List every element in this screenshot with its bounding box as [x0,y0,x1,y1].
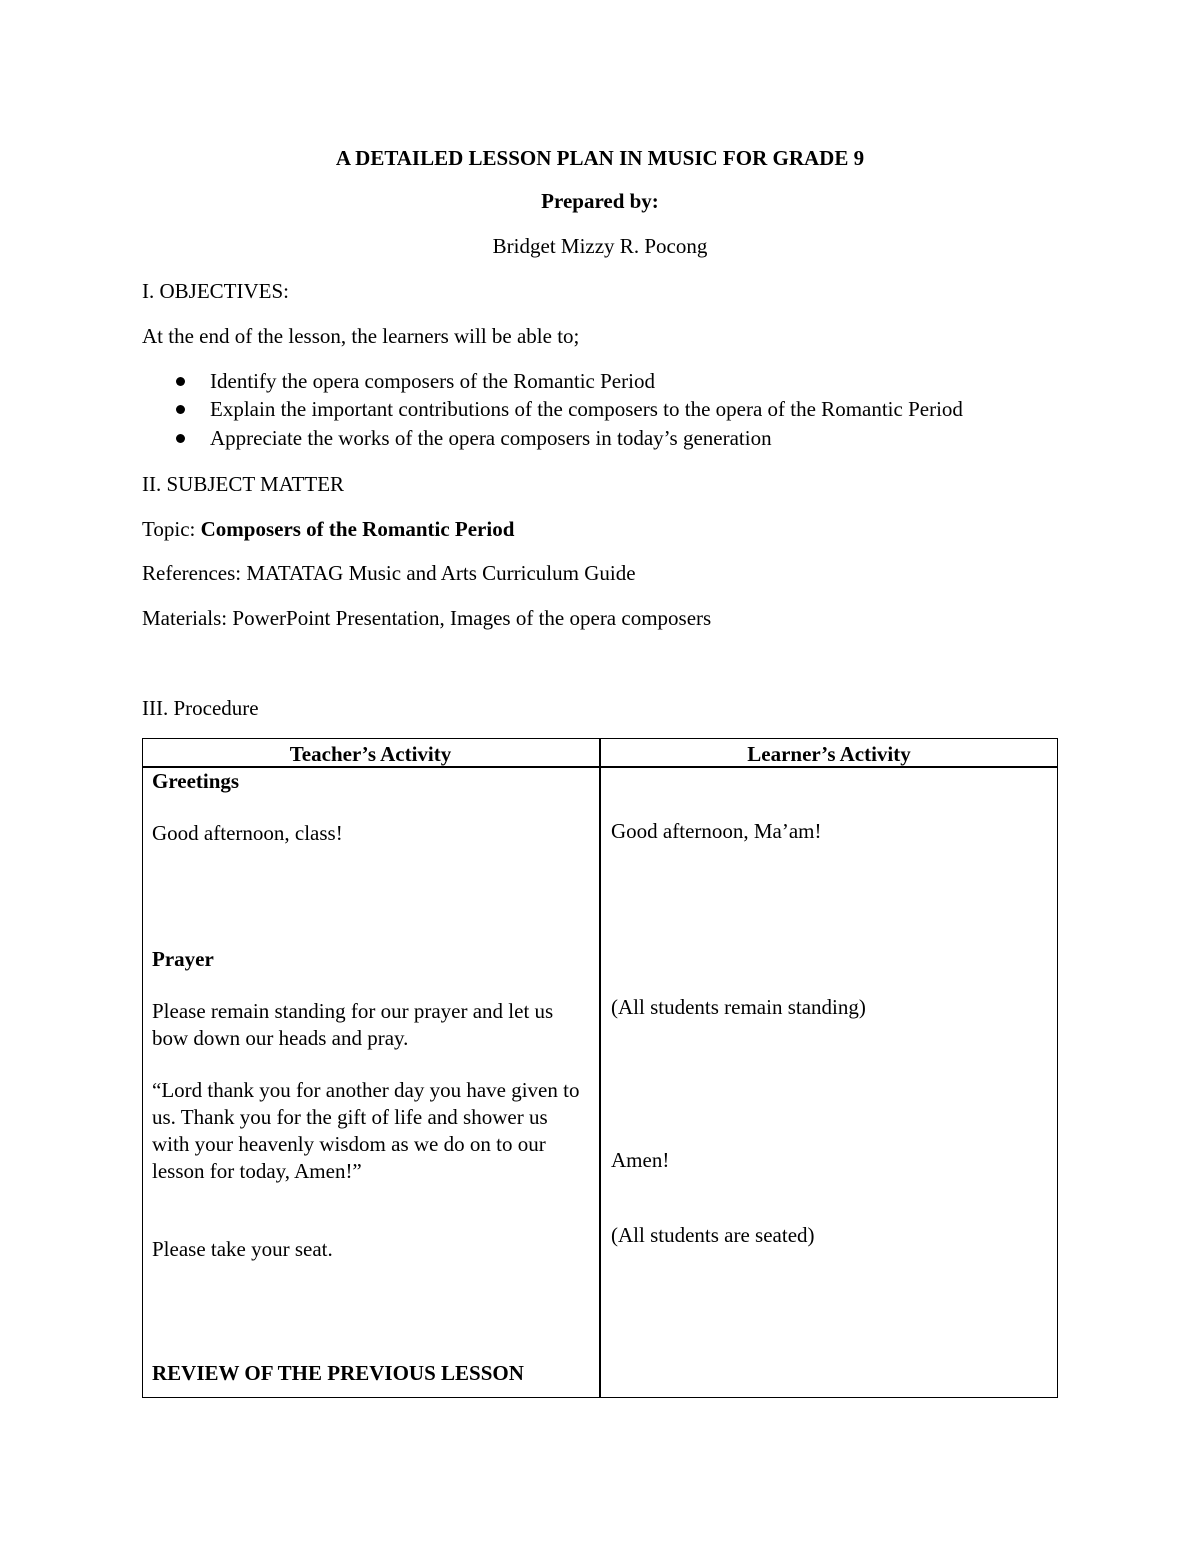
prayer-text: “Lord thank you for another day you have given to us. Thank you for the gift of life and shower us with your heavenly wisdom as we do on to our lesson for today, Amen!” [152,1078,580,1183]
objective-item: Explain the important contributions of the composers to the opera of the Romantic Period [210,397,963,421]
topic-label: Topic: [142,517,201,541]
prepared-by-label: Prepared by: [541,189,659,213]
bullet-icon [176,434,185,443]
review-heading: REVIEW OF THE PREVIOUS LESSON [152,1361,524,1385]
topic-value: Composers of the Romantic Period [200,517,515,541]
subject-matter-heading: II. SUBJECT MATTER [142,472,345,496]
learner-seated-response: (All students are seated) [611,1223,815,1247]
seat-instruction: Please take your seat. [152,1237,333,1261]
learner-activity-header: Learner’s Activity [747,742,911,766]
objective-item: Appreciate the works of the opera composers in today’s generation [210,426,772,450]
author-name: Bridget Mizzy R. Pocong [492,234,708,258]
learner-greeting-response: Good afternoon, Ma’am! [611,819,822,843]
teacher-greeting: Good afternoon, class! [152,821,343,845]
references-line: References: MATATAG Music and Arts Curriculum Guide [142,561,636,585]
greetings-heading: Greetings [152,769,240,793]
objective-item: Identify the opera composers of the Romantic Period [210,369,655,393]
column-divider [599,738,601,1398]
learner-amen-response: Amen! [611,1148,670,1172]
document-title: A DETAILED LESSON PLAN IN MUSIC FOR GRADE 9 [335,146,865,170]
bullet-icon [176,377,185,386]
materials-line: Materials: PowerPoint Presentation, Images of the opera composers [142,606,712,630]
objectives-intro: At the end of the lesson, the learners will be able to; [142,324,580,348]
bullet-icon [176,405,185,414]
prayer-heading: Prayer [152,947,214,971]
topic-line [142,516,514,542]
objectives-heading: I. OBJECTIVES: [142,279,289,303]
prayer-instruction: Please remain standing for our prayer and let us bow down our heads and pray. [152,999,554,1050]
teacher-activity-header: Teacher’s Activity [289,742,452,766]
procedure-heading: III. Procedure [142,696,259,720]
learner-standing-response: (All students remain standing) [611,995,866,1019]
